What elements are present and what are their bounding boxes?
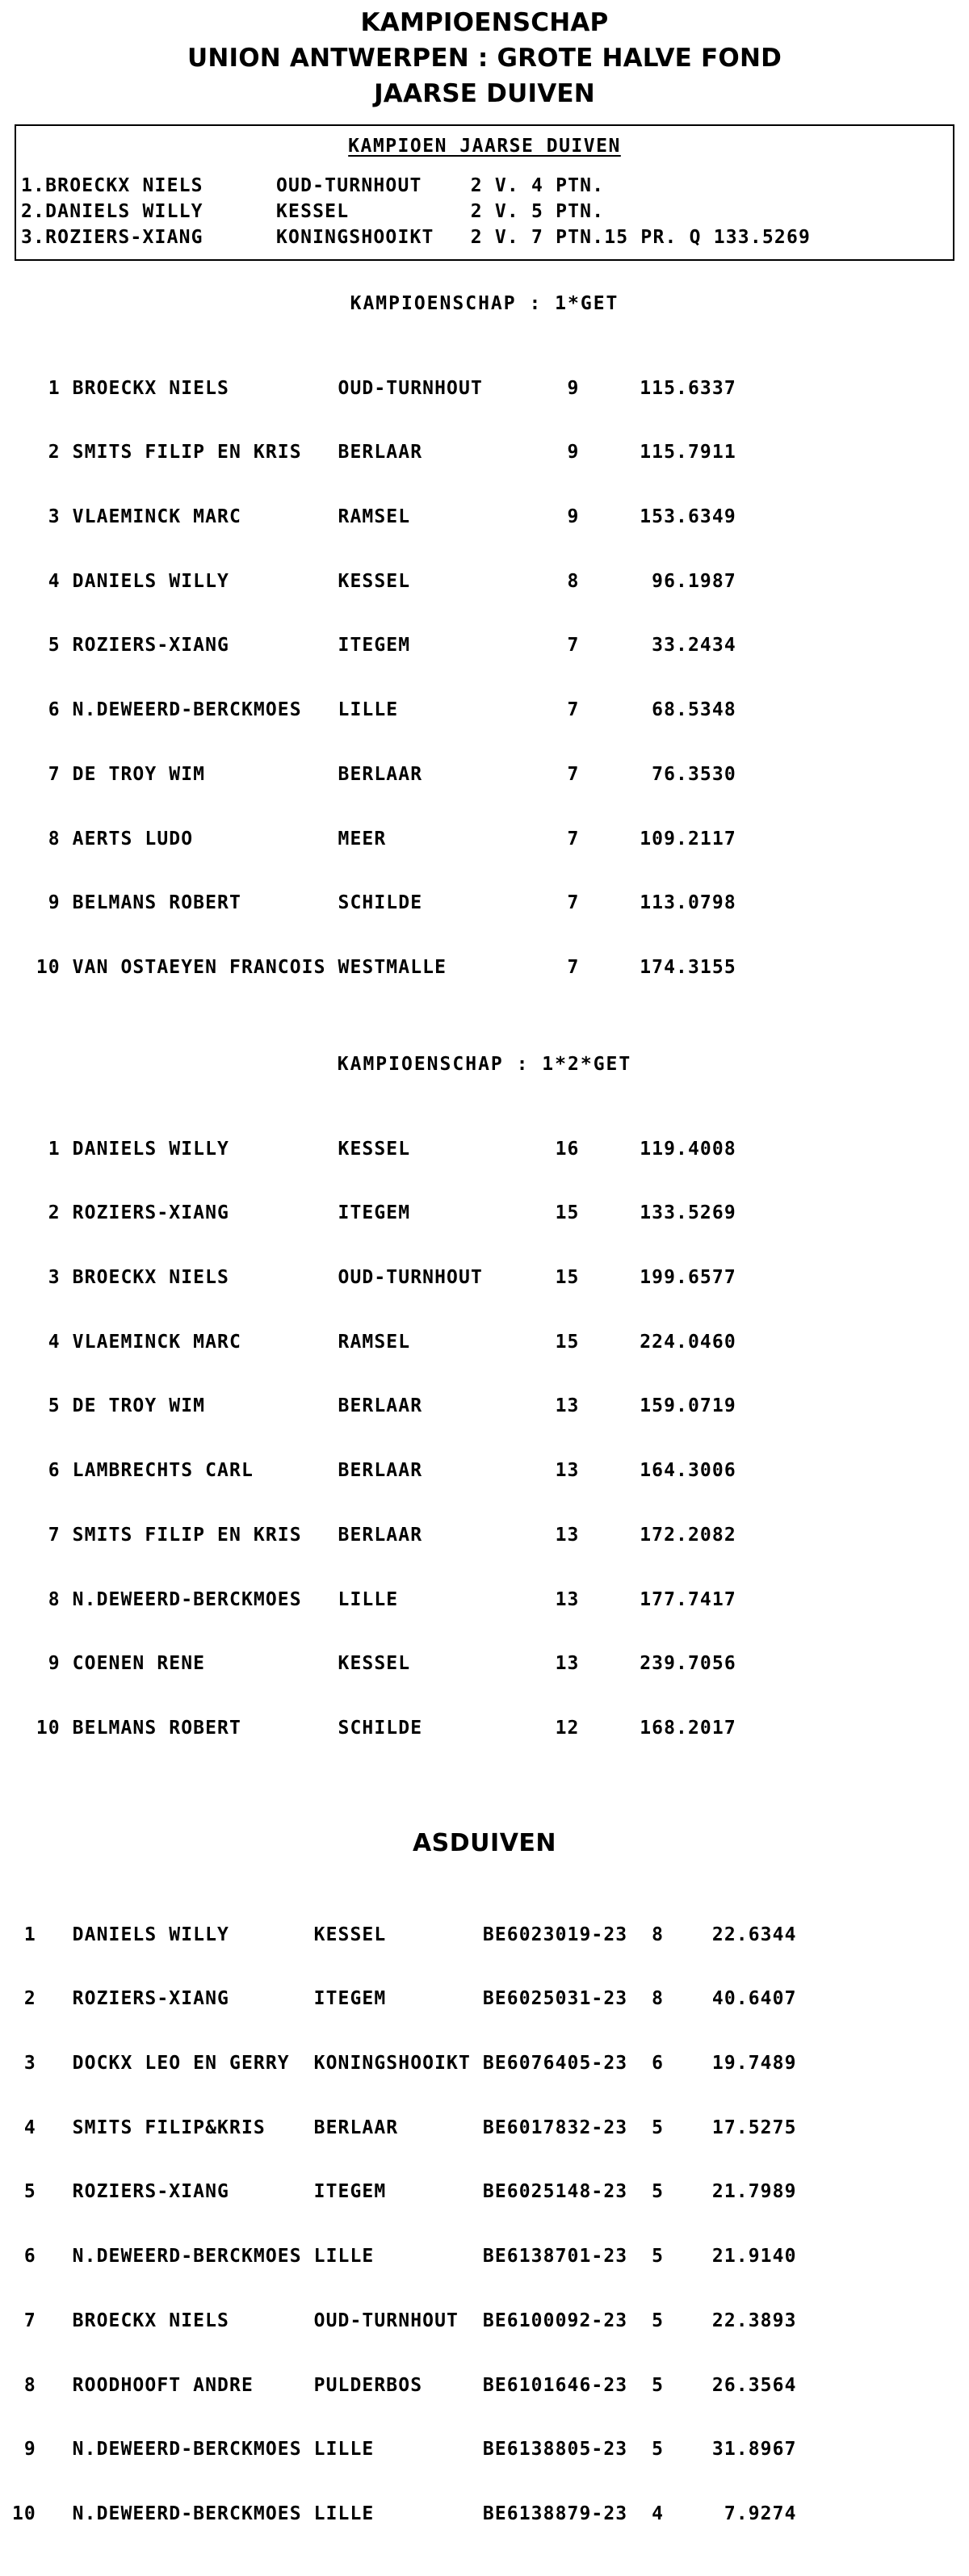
list-item: 5 DE TROY WIM BERLAAR 13 159.0719	[0, 1395, 736, 1417]
ranking-list	[0, 1096, 969, 1782]
list-item: 9 COENEN RENE KESSEL 13 239.7056	[0, 1653, 736, 1675]
list-item: 8 AERTS LUDO MEER 7 109.2117	[0, 828, 736, 850]
list-item: 7 DE TROY WIM BERLAAR 7 76.3530	[0, 763, 736, 785]
ranking-list	[0, 335, 969, 1022]
asduiven-title: ASDUIVEN	[412, 1828, 557, 1857]
table-row: 2.DANIELS WILLY KESSEL 2 V. 5 PTN.	[21, 201, 605, 223]
list-item: 7 SMITS FILIP EN KRIS BERLAAR 13 172.2082	[0, 1524, 736, 1546]
list-item: 6 LAMBRECHTS CARL BERLAAR 13 164.3006	[0, 1460, 736, 1482]
list-item: 8 ROODHOOFT ANDRE PULDERBOS BE6101646-23 5 26.3564	[0, 2374, 797, 2396]
list-item: 2 ROZIERS-XIANG ITEGEM BE6025031-23 8 40.6407	[0, 1988, 797, 2010]
title-line-1: KAMPIOENSCHAP	[360, 8, 609, 37]
list-item: 1 BROECKX NIELS OUD-TURNHOUT 9 115.6337	[0, 377, 736, 399]
bottom-spacer	[0, 2568, 969, 2576]
section-kampioenschap-12get	[0, 1054, 969, 1782]
list-item: 3 VLAEMINCK MARC RAMSEL 9 153.6349	[0, 506, 736, 528]
list-item: 6 N.DEWEERD-BERCKMOES LILLE 7 68.5348	[0, 699, 736, 721]
champion-box	[15, 124, 954, 261]
section-title: KAMPIOENSCHAP : 1*2*GET	[337, 1053, 632, 1075]
page-title	[0, 5, 969, 111]
list-item: 7 BROECKX NIELS OUD-TURNHOUT BE6100092-23 5 22.3893	[0, 2310, 797, 2331]
list-item: 10 BELMANS ROBERT SCHILDE 12 168.2017	[0, 1717, 736, 1739]
title-line-3: JAARSE DUIVEN	[374, 79, 595, 109]
list-item: 8 N.DEWEERD-BERCKMOES LILLE 13 177.7417	[0, 1588, 736, 1610]
list-item: 2 ROZIERS-XIANG ITEGEM 15 133.5269	[0, 1202, 736, 1224]
section-kampioenschap-1get	[0, 293, 969, 1022]
list-item: 10 VAN OSTAEYEN FRANCOIS WESTMALLE 7 174.3155	[0, 956, 736, 978]
list-item: 4 DANIELS WILLY KESSEL 8 96.1987	[0, 570, 736, 592]
champion-box-heading: KAMPIOEN JAARSE DUIVEN	[348, 136, 621, 157]
list-item: 9 N.DEWEERD-BERCKMOES LILLE BE6138805-23 5 31.8967	[0, 2439, 797, 2461]
champion-box-rows	[16, 173, 953, 251]
title-line-2: UNION ANTWERPEN : GROTE HALVE FOND	[187, 44, 782, 73]
list-item: 10 N.DEWEERD-BERCKMOES LILLE BE6138879-23 4 7.9274	[0, 2503, 797, 2524]
asduiven-list	[0, 1882, 969, 2568]
list-item: 5 ROZIERS-XIANG ITEGEM BE6025148-23 5 21.7989	[0, 2181, 797, 2203]
list-item: 6 N.DEWEERD-BERCKMOES LILLE BE6138701-23 5 21.9140	[0, 2246, 797, 2268]
table-row: 1.BROECKX NIELS OUD-TURNHOUT 2 V. 4 PTN.	[21, 175, 605, 197]
table-row: 3.ROZIERS-XIANG KONINGSHOOIKT 2 V. 7 PTN.15 PR. Q 133.5269	[21, 227, 812, 249]
list-item: 3 DOCKX LEO EN GERRY KONINGSHOOIKT BE6076405-23 6 19.7489	[0, 2053, 797, 2075]
list-item: 2 SMITS FILIP EN KRIS BERLAAR 9 115.7911	[0, 442, 736, 464]
list-item: 4 VLAEMINCK MARC RAMSEL 15 224.0460	[0, 1331, 736, 1353]
section-title: KAMPIOENSCHAP : 1*GET	[350, 292, 619, 314]
list-item: 4 SMITS FILIP&KRIS BERLAAR BE6017832-23 5 17.5275	[0, 2117, 797, 2138]
list-item: 9 BELMANS ROBERT SCHILDE 7 113.0798	[0, 892, 736, 914]
list-item: 3 BROECKX NIELS OUD-TURNHOUT 15 199.6577	[0, 1267, 736, 1289]
list-item: 5 ROZIERS-XIANG ITEGEM 7 33.2434	[0, 635, 736, 657]
list-item: 1 DANIELS WILLY KESSEL BE6023019-23 8 22.6344	[0, 1924, 797, 1945]
list-item: 1 DANIELS WILLY KESSEL 16 119.4008	[0, 1138, 736, 1160]
